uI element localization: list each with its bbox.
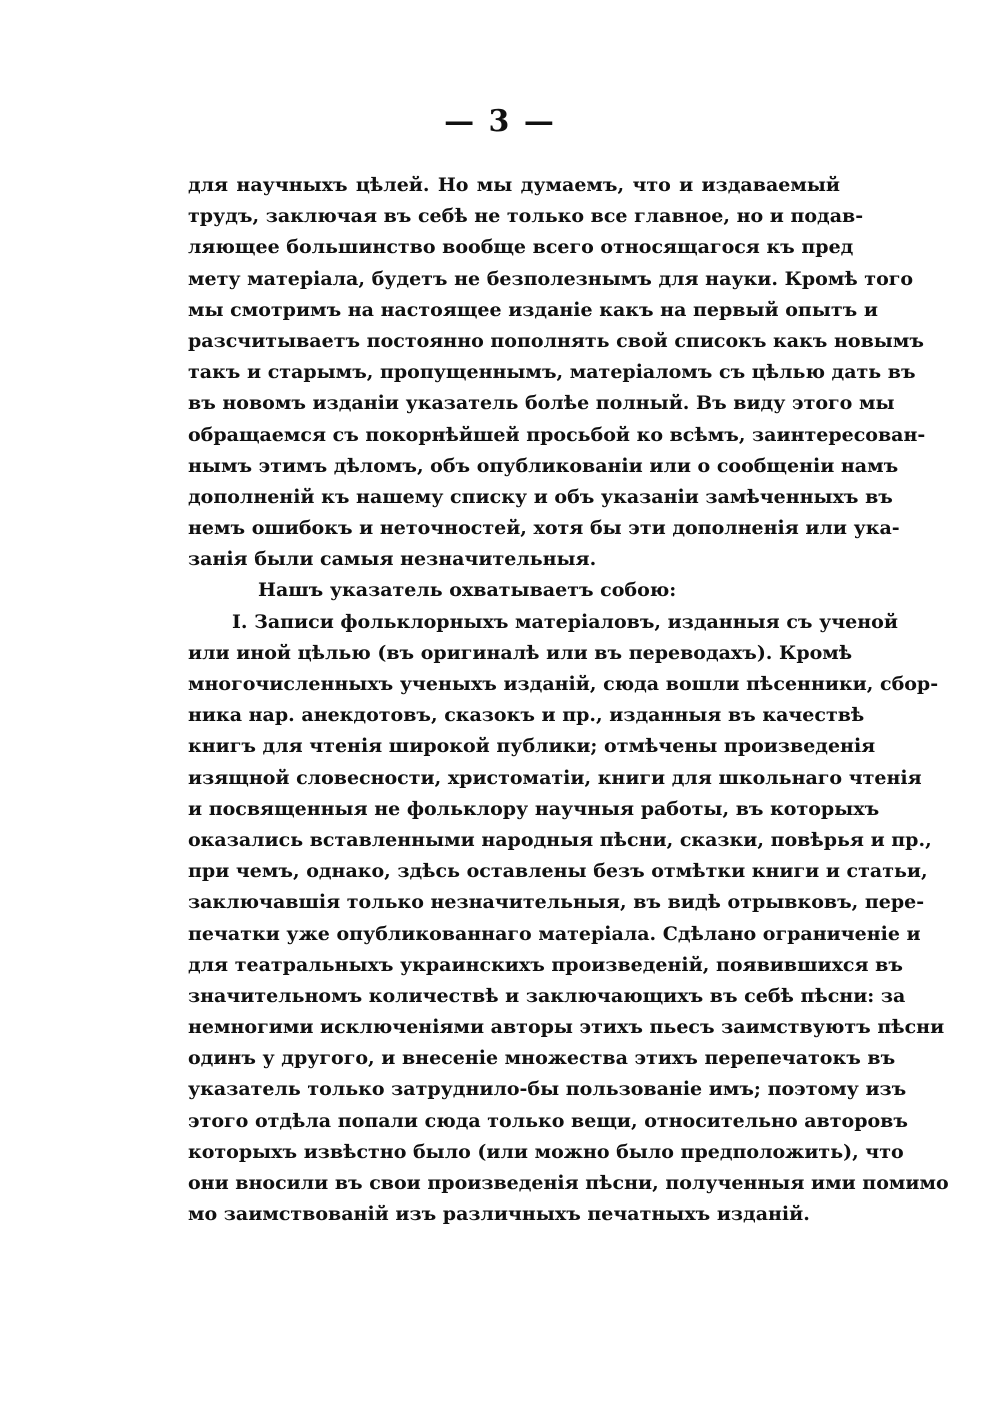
text-line: для театральныхъ украинскихъ произведеній, появившихся въ [188,953,903,976]
text-line: I. Записи фольклорныхъ матеріаловъ, изданныя съ ученой [232,610,898,633]
text-line: многочисленныхъ ученыхъ изданій, сюда вошли пѣсенники, сбор- [188,673,939,695]
text-line: Нашъ указатель охватываетъ собою: [258,579,677,602]
text-line: мы смотримъ на настоящее изданіе какъ на первый опытъ и [188,298,878,321]
text-line: ляющее большинство вообще всего относящагося къ пред [188,236,854,259]
text-line: и посвященныя не фольклору научныя работы, въ которыхъ [188,797,880,820]
text-line: указатель только затруднило-бы пользованіе имъ; поэтому изъ [188,1078,907,1101]
text-line: которыхъ извѣстно было (или можно было предположить), что [188,1140,904,1163]
text-line: мету матеріала, будетъ не безполезнымъ для науки. Кромѣ того [188,267,914,290]
text-line: разсчитываетъ постоянно пополнять свой списокъ какъ новымъ [188,329,924,352]
text-line: они вносили въ свои произведенія пѣсни, полученныя ими помимо [188,1172,949,1194]
text-line: печатки уже опубликованнаго матеріала. Сдѣлано ограниченіе и [188,922,921,945]
text-line: для научныхъ цѣлей. Но мы думаемъ, что и издаваемый [188,174,840,196]
text-line: ника нар. анекдотовъ, сказокъ и пр., изданныя въ качествѣ [188,704,865,727]
text-line: въ новомъ изданіи указатель болѣе полный. Въ виду этого мы [188,392,895,415]
text-line: немногими исключеніями авторы этихъ пьесъ заимствуютъ пѣсни [188,1016,945,1039]
text-line: трудъ, заключая въ себѣ не только все главное, но и подав- [188,205,864,228]
text-line: изящной словесности, христоматіи, книги для школьнаго чтенія [188,766,922,789]
text-line: заключавшія только незначительныя, въ видѣ отрывковъ, пере- [188,891,925,914]
text-line: обращаемся съ покорнѣйшей просьбой ко всѣмъ, заинтересован- [188,423,926,446]
text-line: этого отдѣла попали сюда только вещи, относительно авторовъ [188,1109,908,1132]
page-number: — 3 — [444,104,556,139]
text-line: или иной цѣлью (въ оригиналѣ или въ переводахъ). Кромѣ [188,641,853,664]
body-text [188,170,949,1230]
text-line: книгъ для чтенія широкой публики; отмѣчены произведенія [188,735,876,758]
text-line: такъ и старымъ, пропущеннымъ, матеріаломъ съ цѣлью дать въ [188,361,916,384]
text-line: немъ ошибокъ и неточностей, хотя бы эти дополненія или ука- [188,517,900,540]
text-line: оказались вставленными народныя пѣсни, сказки, повѣрья и пр., [188,828,932,851]
text-line: мо заимствованій изъ различныхъ печатныхъ изданій. [188,1203,810,1226]
text-line: одинъ у другого, и внесеніе множества этихъ перепечатокъ въ [188,1047,896,1070]
text-line: занія были самыя незначительныя. [188,548,597,571]
text-line: значительномъ количествѣ и заключающихъ въ себѣ пѣсни: за [188,984,906,1007]
text-line: нымъ этимъ дѣломъ, объ опубликованіи или о сообщеніи намъ [188,454,899,477]
text-line: дополненій къ нашему списку и объ указаніи замѣченныхъ въ [188,485,893,508]
text-line: при чемъ, однако, здѣсь оставлены безъ отмѣтки книги и статьи, [188,860,928,883]
